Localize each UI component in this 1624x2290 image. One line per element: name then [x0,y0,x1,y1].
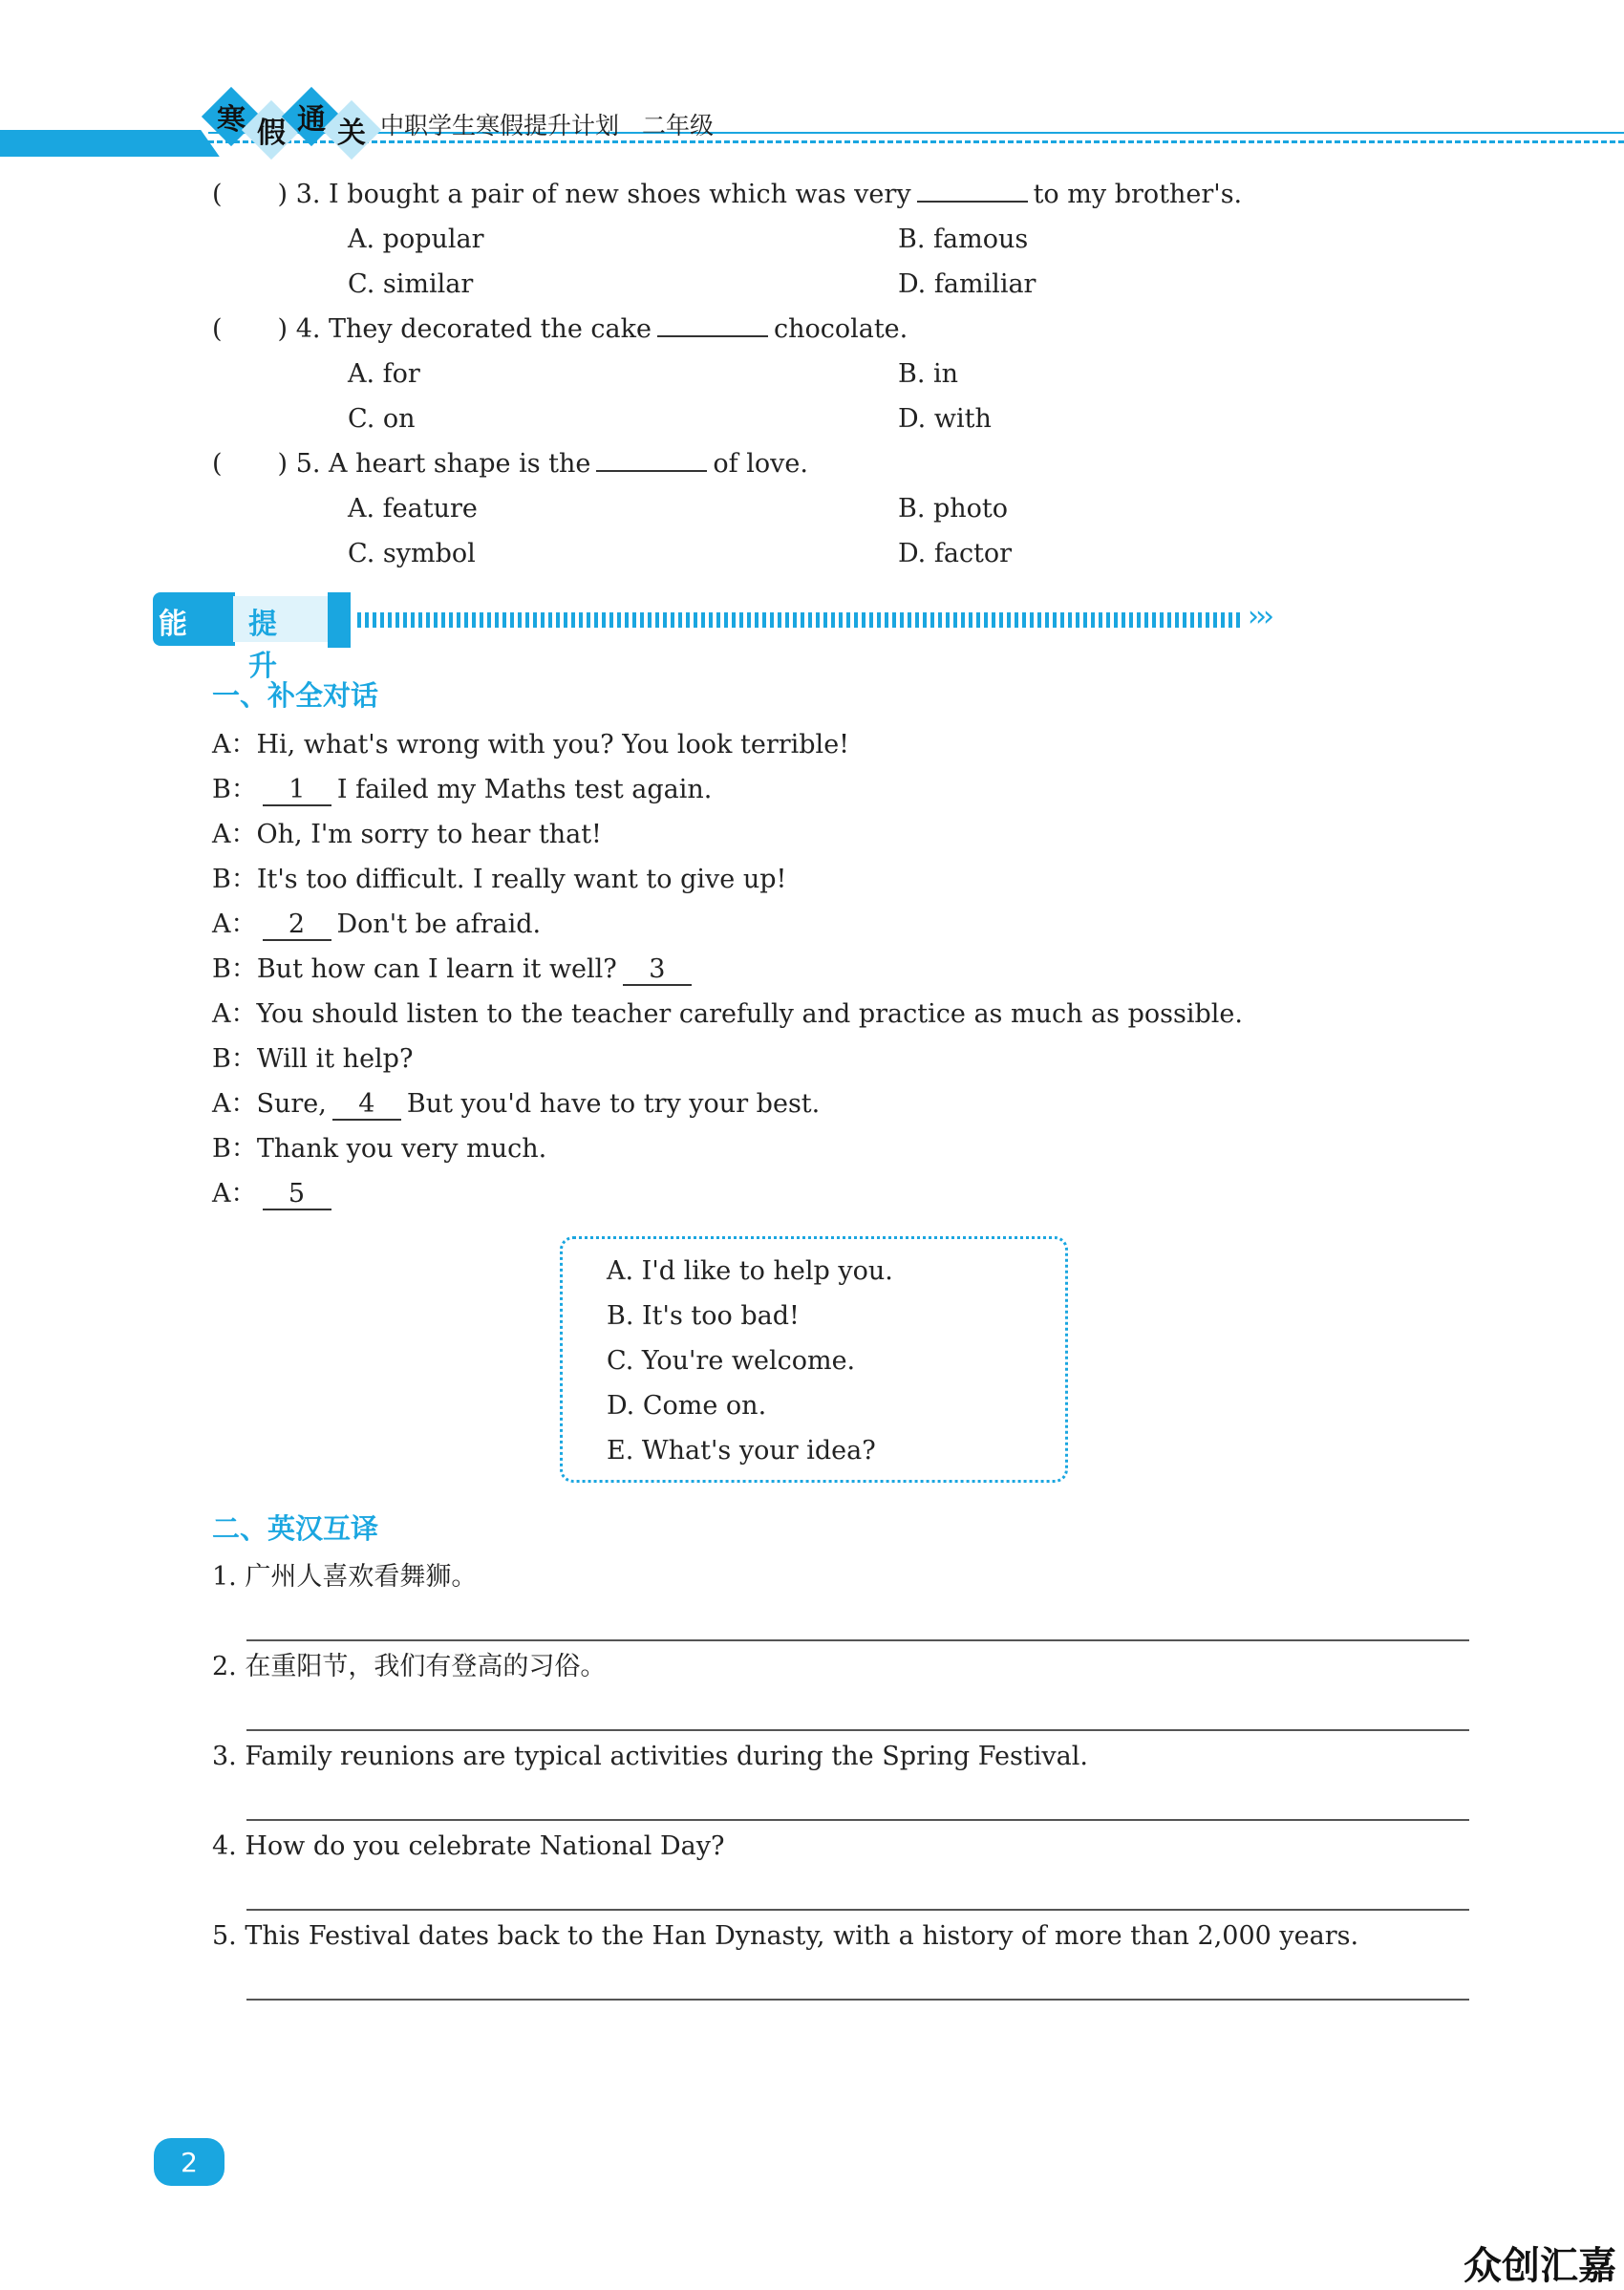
dialog-line: A：Oh, I'm sorry to hear that! [212,820,602,849]
dialog-blank[interactable]: 2 [263,910,331,941]
translation-item: 3. Family reunions are typical activities during the Spring Festival. [212,1742,1088,1771]
option[interactable]: B. photo [898,494,1009,524]
question-5: ( ) 5. A heart shape is the of love. [212,449,808,479]
option[interactable]: B. in [898,359,959,389]
dialog-blank[interactable]: 5 [263,1180,331,1210]
option[interactable]: B. famous [898,225,1029,254]
answer-blank[interactable] [917,178,1028,203]
grade-label: 二年级 [642,112,715,139]
answer-blank[interactable] [596,447,707,472]
dialog-line: A：Hi, what's wrong with you? You look terrible! [212,730,850,760]
answer-line[interactable] [246,1729,1469,1731]
dialog-line: B： 1 I failed my Maths test again. [212,775,713,804]
page-number: 2 [154,2138,224,2186]
dialog-option: B. It's too bad! [607,1301,800,1331]
dialog-line: A：Sure, 4 But you'd have to try your best. [212,1089,821,1119]
translation-item: 1. 广州人喜欢看舞狮。 [212,1562,478,1592]
translation-item: 2. 在重阳节，我们有登高的习俗。 [212,1652,607,1681]
dialog-option: D. Come on. [607,1391,767,1421]
option[interactable]: D. with [898,404,992,434]
option[interactable]: D. factor [898,539,1013,568]
option[interactable]: A. for [348,359,420,389]
dialog-options-box [560,1236,1068,1483]
translation-item: 4. How do you celebrate National Day? [212,1831,725,1861]
dialog-option: A. I'd like to help you. [607,1256,893,1286]
option[interactable]: A. feature [348,494,478,524]
dialog-option: C. You're welcome. [607,1346,856,1376]
book-title: 中职学生寒假提升计划 [380,112,620,139]
badge-char: 假 [257,117,286,150]
option[interactable]: A. popular [348,225,484,254]
dialog-line: A：You should listen to the teacher carefully and practice as much as possible. [212,999,1243,1029]
question-4: ( ) 4. They decorated the cake chocolate. [212,314,908,344]
watermark-logo: 众创汇嘉 [1464,2244,1616,2288]
dialog-blank[interactable]: 1 [263,776,331,806]
option[interactable]: C. on [348,404,416,434]
dialog-line: B：Thank you very much. [212,1134,547,1164]
dialog-blank[interactable]: 3 [623,955,692,986]
chevrons-right-icon: ››› [1248,600,1271,633]
answer-line[interactable] [246,1819,1469,1821]
translation-item: 5. This Festival dates back to the Han Dynasty, with a history of more than 2,000 years. [212,1921,1359,1951]
answer-line[interactable] [246,1999,1469,2001]
option[interactable]: D. familiar [898,269,1036,299]
section-title-dialog: 一、补全对话 [212,679,379,712]
dialog-blank[interactable]: 4 [332,1090,401,1121]
dialog-line: B：It's too difficult. I really want to give up! [212,865,787,894]
dialog-line: A： 2 Don't be afraid. [212,910,542,939]
dialog-line: A： 5 [212,1177,337,1211]
answer-line[interactable] [246,1639,1469,1641]
option[interactable]: C. symbol [348,539,476,568]
dialog-option: E. What's your idea? [607,1436,876,1466]
badge-char: 关 [337,117,366,150]
option[interactable]: C. similar [348,269,474,299]
header-badge [203,88,374,155]
banner-dotted-line [357,612,1244,628]
dialog-line: B：But how can I learn it well? 3 [212,952,697,987]
answer-line[interactable] [246,1909,1469,1911]
answer-blank[interactable] [657,312,768,337]
section-title-translation: 二、英汉互译 [212,1512,379,1545]
badge-char: 寒 [217,103,246,137]
banner-label-1: 能力 [159,608,187,683]
header-title [380,107,737,141]
question-3: ( ) 3. I bought a pair of new shoes which was very to my brother's. [212,180,1243,209]
dialog-line: B：Will it help? [212,1044,414,1074]
badge-char: 通 [297,103,326,137]
banner-label-2: 提升 [248,608,277,683]
